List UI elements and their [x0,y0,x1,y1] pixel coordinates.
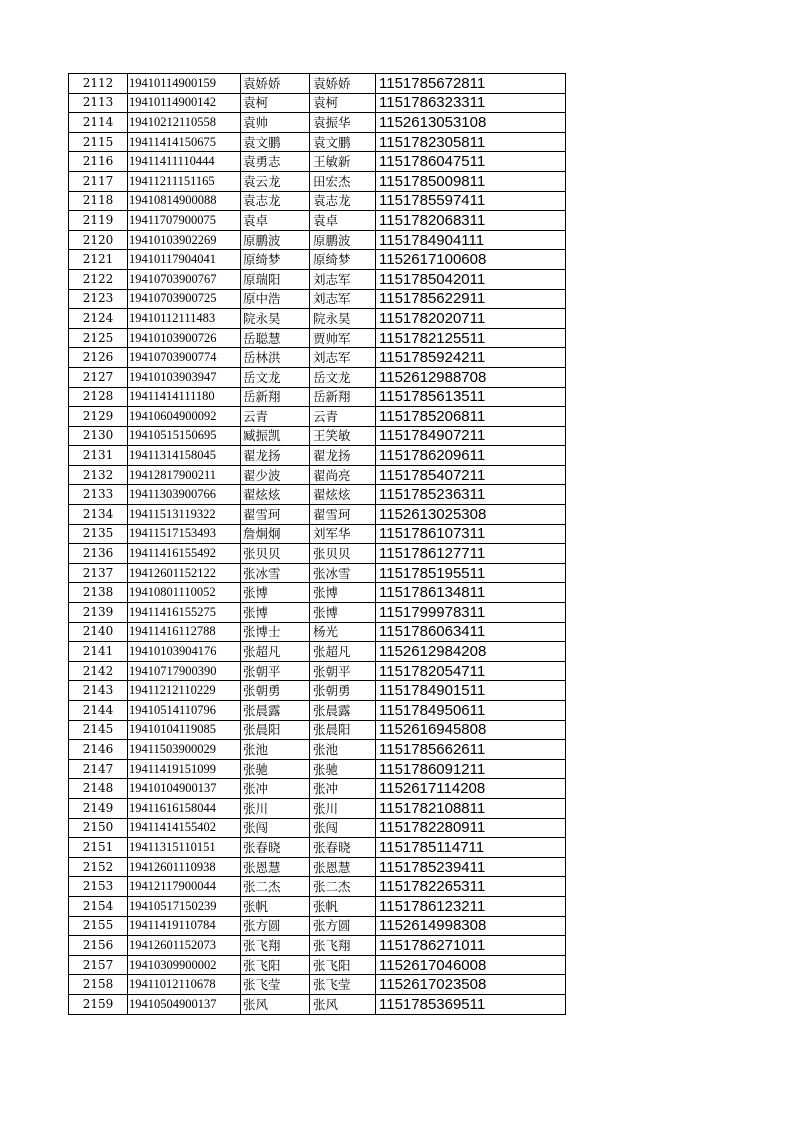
exam-number-cell: 19410104119085 [128,720,241,740]
account-number-cell: 1151786091211 [376,759,566,779]
table-row [69,896,566,916]
account-number-cell: 1151786047511 [376,152,566,172]
row-number-cell: 2131 [69,446,128,466]
account-holder-cell: 刘志军 [310,348,376,368]
exam-number-cell: 19411012110678 [128,975,241,995]
account-number-cell: 1152613025308 [376,505,566,525]
account-number-cell: 1151785924211 [376,348,566,368]
account-number-cell: 1151785114711 [376,838,566,858]
account-holder-cell: 张池 [310,740,376,760]
account-number-cell: 1151782108811 [376,798,566,818]
table-row [69,701,566,721]
student-name-cell: 臧振凯 [241,426,310,446]
student-name-cell: 张二杰 [241,877,310,897]
table-row [69,740,566,760]
table-row [69,152,566,172]
student-name-cell: 张晨露 [241,701,310,721]
account-number-cell: 1151784901511 [376,681,566,701]
student-name-cell: 张闯 [241,818,310,838]
exam-number-cell: 19411503900029 [128,740,241,760]
account-number-cell: 1151785613511 [376,387,566,407]
account-holder-cell: 原绮梦 [310,250,376,270]
table-row [69,759,566,779]
student-name-cell: 张博士 [241,622,310,642]
exam-number-cell: 19411419110784 [128,916,241,936]
student-name-cell: 原瑞阳 [241,269,310,289]
student-name-cell: 张池 [241,740,310,760]
row-number-cell: 2148 [69,779,128,799]
account-number-cell: 1151782020711 [376,309,566,329]
student-name-cell: 张超凡 [241,642,310,662]
student-name-cell: 袁娇娇 [241,74,310,94]
account-number-cell: 1151782280911 [376,818,566,838]
table-row [69,309,566,329]
table-row [69,132,566,152]
account-holder-cell: 张博 [310,603,376,623]
table-row [69,113,566,133]
row-number-cell: 2115 [69,132,128,152]
account-number-cell: 1151786323311 [376,93,566,113]
account-holder-cell: 张朝勇 [310,681,376,701]
table-row [69,93,566,113]
account-number-cell: 1151785042011 [376,269,566,289]
account-holder-cell: 张晨阳 [310,720,376,740]
student-name-cell: 翟雪珂 [241,505,310,525]
account-number-cell: 1151785236311 [376,485,566,505]
table-row [69,269,566,289]
table-row [69,916,566,936]
account-holder-cell: 张飞翔 [310,936,376,956]
row-number-cell: 2158 [69,975,128,995]
account-holder-cell: 原鹏波 [310,230,376,250]
account-number-cell: 1152612984208 [376,642,566,662]
exam-number-cell: 19410112111483 [128,309,241,329]
account-holder-cell: 张冰雪 [310,563,376,583]
exam-number-cell: 19410717900390 [128,661,241,681]
exam-number-cell: 19410703900774 [128,348,241,368]
exam-number-cell: 19410801110052 [128,583,241,603]
exam-number-cell: 19411416155492 [128,544,241,564]
row-number-cell: 2156 [69,936,128,956]
student-name-cell: 院永昊 [241,309,310,329]
account-number-cell: 1151785009811 [376,171,566,191]
table-row [69,720,566,740]
row-number-cell: 2128 [69,387,128,407]
table-row [69,642,566,662]
account-number-cell: 1151785662611 [376,740,566,760]
account-holder-cell: 张朝平 [310,661,376,681]
account-number-cell: 1151782265311 [376,877,566,897]
exam-number-cell: 19410103900726 [128,328,241,348]
account-number-cell: 1151785369511 [376,994,566,1014]
student-name-cell: 张帆 [241,896,310,916]
student-name-cell: 岳林洪 [241,348,310,368]
account-holder-cell: 张春晓 [310,838,376,858]
student-name-cell: 张冰雪 [241,563,310,583]
student-name-cell: 云青 [241,407,310,427]
account-holder-cell: 张贝贝 [310,544,376,564]
exam-number-cell: 19410703900725 [128,289,241,309]
student-name-cell: 张朝平 [241,661,310,681]
records-table [68,73,566,1015]
exam-number-cell: 19410104900137 [128,779,241,799]
table-row [69,191,566,211]
account-holder-cell: 张飞阳 [310,955,376,975]
table-row [69,603,566,623]
account-number-cell: 1151786107311 [376,524,566,544]
table-row [69,407,566,427]
row-number-cell: 2136 [69,544,128,564]
table-row [69,681,566,701]
exam-number-cell: 19411517153493 [128,524,241,544]
student-name-cell: 张博 [241,603,310,623]
table-row [69,661,566,681]
row-number-cell: 2118 [69,191,128,211]
student-name-cell: 袁帅 [241,113,310,133]
account-number-cell: 1151782305811 [376,132,566,152]
account-holder-cell: 袁振华 [310,113,376,133]
row-number-cell: 2150 [69,818,128,838]
account-holder-cell: 张帆 [310,896,376,916]
student-name-cell: 翟少波 [241,465,310,485]
exam-number-cell: 19410103903947 [128,367,241,387]
account-holder-cell: 刘军华 [310,524,376,544]
account-number-cell: 1151785597411 [376,191,566,211]
student-name-cell: 张朝勇 [241,681,310,701]
student-name-cell: 原中浩 [241,289,310,309]
account-number-cell: 1151786209611 [376,446,566,466]
exam-number-cell: 19412601152073 [128,936,241,956]
row-number-cell: 2143 [69,681,128,701]
exam-number-cell: 19411212110229 [128,681,241,701]
student-name-cell: 袁卓 [241,211,310,231]
account-holder-cell: 翟龙扬 [310,446,376,466]
account-number-cell: 1151785622911 [376,289,566,309]
account-number-cell: 1151786127711 [376,544,566,564]
table-row [69,230,566,250]
row-number-cell: 2120 [69,230,128,250]
account-holder-cell: 岳新翔 [310,387,376,407]
exam-number-cell: 19410103902269 [128,230,241,250]
table-row [69,505,566,525]
exam-number-cell: 19410103904176 [128,642,241,662]
account-holder-cell: 袁娇娇 [310,74,376,94]
exam-number-cell: 19412601152122 [128,563,241,583]
exam-number-cell: 19411414155402 [128,818,241,838]
exam-number-cell: 19410514110796 [128,701,241,721]
exam-number-cell: 19411513119322 [128,505,241,525]
account-number-cell: 1151784950611 [376,701,566,721]
account-holder-cell: 翟雪珂 [310,505,376,525]
table-row [69,524,566,544]
table-row [69,289,566,309]
student-name-cell: 张博 [241,583,310,603]
exam-number-cell: 19411616158044 [128,798,241,818]
exam-number-cell: 19411314158045 [128,446,241,466]
account-number-cell: 1151786134811 [376,583,566,603]
account-holder-cell: 刘志军 [310,269,376,289]
exam-number-cell: 19411414111180 [128,387,241,407]
account-number-cell: 1151799978311 [376,603,566,623]
row-number-cell: 2121 [69,250,128,270]
table-row [69,74,566,94]
row-number-cell: 2113 [69,93,128,113]
account-number-cell: 1151785407211 [376,465,566,485]
records-body [69,74,566,1015]
student-name-cell: 詹炯炯 [241,524,310,544]
account-number-cell: 1151786271011 [376,936,566,956]
row-number-cell: 2114 [69,113,128,133]
exam-number-cell: 19411707900075 [128,211,241,231]
table-row [69,936,566,956]
exam-number-cell: 19410212110558 [128,113,241,133]
student-name-cell: 袁文鹏 [241,132,310,152]
student-name-cell: 张方圆 [241,916,310,936]
table-row [69,446,566,466]
table-row [69,328,566,348]
account-holder-cell: 张超凡 [310,642,376,662]
account-number-cell: 1151785195511 [376,563,566,583]
table-row [69,465,566,485]
account-number-cell: 1152614998308 [376,916,566,936]
row-number-cell: 2151 [69,838,128,858]
student-name-cell: 张飞莹 [241,975,310,995]
student-name-cell: 张驰 [241,759,310,779]
account-holder-cell: 刘志军 [310,289,376,309]
exam-number-cell: 19411419151099 [128,759,241,779]
table-row [69,838,566,858]
exam-number-cell: 19410114900142 [128,93,241,113]
row-number-cell: 2122 [69,269,128,289]
exam-number-cell: 19411411110444 [128,152,241,172]
account-number-cell: 1152616945808 [376,720,566,740]
row-number-cell: 2139 [69,603,128,623]
row-number-cell: 2154 [69,896,128,916]
row-number-cell: 2152 [69,857,128,877]
table-row [69,994,566,1014]
row-number-cell: 2126 [69,348,128,368]
row-number-cell: 2125 [69,328,128,348]
row-number-cell: 2144 [69,701,128,721]
account-number-cell: 1151784904111 [376,230,566,250]
exam-number-cell: 19412601110938 [128,857,241,877]
account-holder-cell: 袁柯 [310,93,376,113]
student-name-cell: 张川 [241,798,310,818]
account-holder-cell: 翟尚亮 [310,465,376,485]
exam-number-cell: 19412817900211 [128,465,241,485]
row-number-cell: 2146 [69,740,128,760]
row-number-cell: 2141 [69,642,128,662]
account-holder-cell: 王敏新 [310,152,376,172]
row-number-cell: 2138 [69,583,128,603]
table-row [69,171,566,191]
table-row [69,485,566,505]
row-number-cell: 2130 [69,426,128,446]
student-name-cell: 翟龙扬 [241,446,310,466]
row-number-cell: 2124 [69,309,128,329]
table-row [69,583,566,603]
row-number-cell: 2147 [69,759,128,779]
row-number-cell: 2149 [69,798,128,818]
row-number-cell: 2137 [69,563,128,583]
row-number-cell: 2123 [69,289,128,309]
row-number-cell: 2135 [69,524,128,544]
row-number-cell: 2119 [69,211,128,231]
student-name-cell: 张恩慧 [241,857,310,877]
account-holder-cell: 云青 [310,407,376,427]
account-holder-cell: 田宏杰 [310,171,376,191]
table-row [69,211,566,231]
account-holder-cell: 院永昊 [310,309,376,329]
table-row [69,818,566,838]
account-holder-cell: 张驰 [310,759,376,779]
student-name-cell: 原鹏波 [241,230,310,250]
student-name-cell: 岳聪慧 [241,328,310,348]
account-number-cell: 1152617100608 [376,250,566,270]
exam-number-cell: 19411303900766 [128,485,241,505]
student-name-cell: 张春晓 [241,838,310,858]
account-number-cell: 1151784907211 [376,426,566,446]
table-row [69,426,566,446]
account-number-cell: 1151782068311 [376,211,566,231]
account-holder-cell: 袁卓 [310,211,376,231]
row-number-cell: 2116 [69,152,128,172]
account-number-cell: 1152617114208 [376,779,566,799]
account-holder-cell: 张飞莹 [310,975,376,995]
row-number-cell: 2145 [69,720,128,740]
exam-number-cell: 19412117900044 [128,877,241,897]
student-name-cell: 袁志龙 [241,191,310,211]
account-holder-cell: 袁文鹏 [310,132,376,152]
exam-number-cell: 19410114900159 [128,74,241,94]
row-number-cell: 2127 [69,367,128,387]
table-row [69,779,566,799]
exam-number-cell: 19410604900092 [128,407,241,427]
account-number-cell: 1152617023508 [376,975,566,995]
account-holder-cell: 王笑敏 [310,426,376,446]
row-number-cell: 2159 [69,994,128,1014]
account-number-cell: 1151785239411 [376,857,566,877]
student-name-cell: 袁勇志 [241,152,310,172]
account-holder-cell: 岳文龙 [310,367,376,387]
exam-number-cell: 19410515150695 [128,426,241,446]
table-row [69,975,566,995]
account-number-cell: 1151782125511 [376,328,566,348]
student-name-cell: 原绮梦 [241,250,310,270]
student-name-cell: 张贝贝 [241,544,310,564]
account-number-cell: 1151786123211 [376,896,566,916]
table-row [69,250,566,270]
row-number-cell: 2133 [69,485,128,505]
exam-number-cell: 19410703900767 [128,269,241,289]
row-number-cell: 2153 [69,877,128,897]
account-number-cell: 1152613053108 [376,113,566,133]
table-row [69,544,566,564]
account-number-cell: 1152617046008 [376,955,566,975]
account-number-cell: 1152612988708 [376,367,566,387]
account-holder-cell: 张风 [310,994,376,1014]
row-number-cell: 2117 [69,171,128,191]
account-number-cell: 1151782054711 [376,661,566,681]
exam-number-cell: 19410504900137 [128,994,241,1014]
account-number-cell: 1151786063411 [376,622,566,642]
exam-number-cell: 19411416155275 [128,603,241,623]
row-number-cell: 2140 [69,622,128,642]
row-number-cell: 2112 [69,74,128,94]
account-number-cell: 1151785206811 [376,407,566,427]
exam-number-cell: 19410517150239 [128,896,241,916]
student-name-cell: 岳文龙 [241,367,310,387]
exam-number-cell: 19410814900088 [128,191,241,211]
account-holder-cell: 张二杰 [310,877,376,897]
student-name-cell: 张风 [241,994,310,1014]
table-row [69,387,566,407]
exam-number-cell: 19411414150675 [128,132,241,152]
account-holder-cell: 张闯 [310,818,376,838]
row-number-cell: 2132 [69,465,128,485]
exam-number-cell: 19410309900002 [128,955,241,975]
table-row [69,955,566,975]
exam-number-cell: 19411416112788 [128,622,241,642]
table-row [69,563,566,583]
account-holder-cell: 杨光 [310,622,376,642]
table-row [69,798,566,818]
account-holder-cell: 张方圆 [310,916,376,936]
account-number-cell: 1151785672811 [376,74,566,94]
student-name-cell: 张飞翔 [241,936,310,956]
student-name-cell: 袁云龙 [241,171,310,191]
row-number-cell: 2129 [69,407,128,427]
student-name-cell: 张晨阳 [241,720,310,740]
account-holder-cell: 袁志龙 [310,191,376,211]
student-name-cell: 袁柯 [241,93,310,113]
account-holder-cell: 张晨露 [310,701,376,721]
table-row [69,348,566,368]
student-name-cell: 翟炫炫 [241,485,310,505]
row-number-cell: 2142 [69,661,128,681]
table-row [69,857,566,877]
account-holder-cell: 贾帅军 [310,328,376,348]
student-name-cell: 岳新翔 [241,387,310,407]
account-holder-cell: 张冲 [310,779,376,799]
exam-number-cell: 19411211151165 [128,171,241,191]
account-holder-cell: 张恩慧 [310,857,376,877]
table-row [69,877,566,897]
row-number-cell: 2157 [69,955,128,975]
exam-number-cell: 19411315110151 [128,838,241,858]
exam-number-cell: 19410117904041 [128,250,241,270]
student-name-cell: 张飞阳 [241,955,310,975]
row-number-cell: 2134 [69,505,128,525]
account-holder-cell: 张川 [310,798,376,818]
table-row [69,622,566,642]
table-row [69,367,566,387]
student-name-cell: 张冲 [241,779,310,799]
account-holder-cell: 张博 [310,583,376,603]
account-holder-cell: 翟炫炫 [310,485,376,505]
row-number-cell: 2155 [69,916,128,936]
